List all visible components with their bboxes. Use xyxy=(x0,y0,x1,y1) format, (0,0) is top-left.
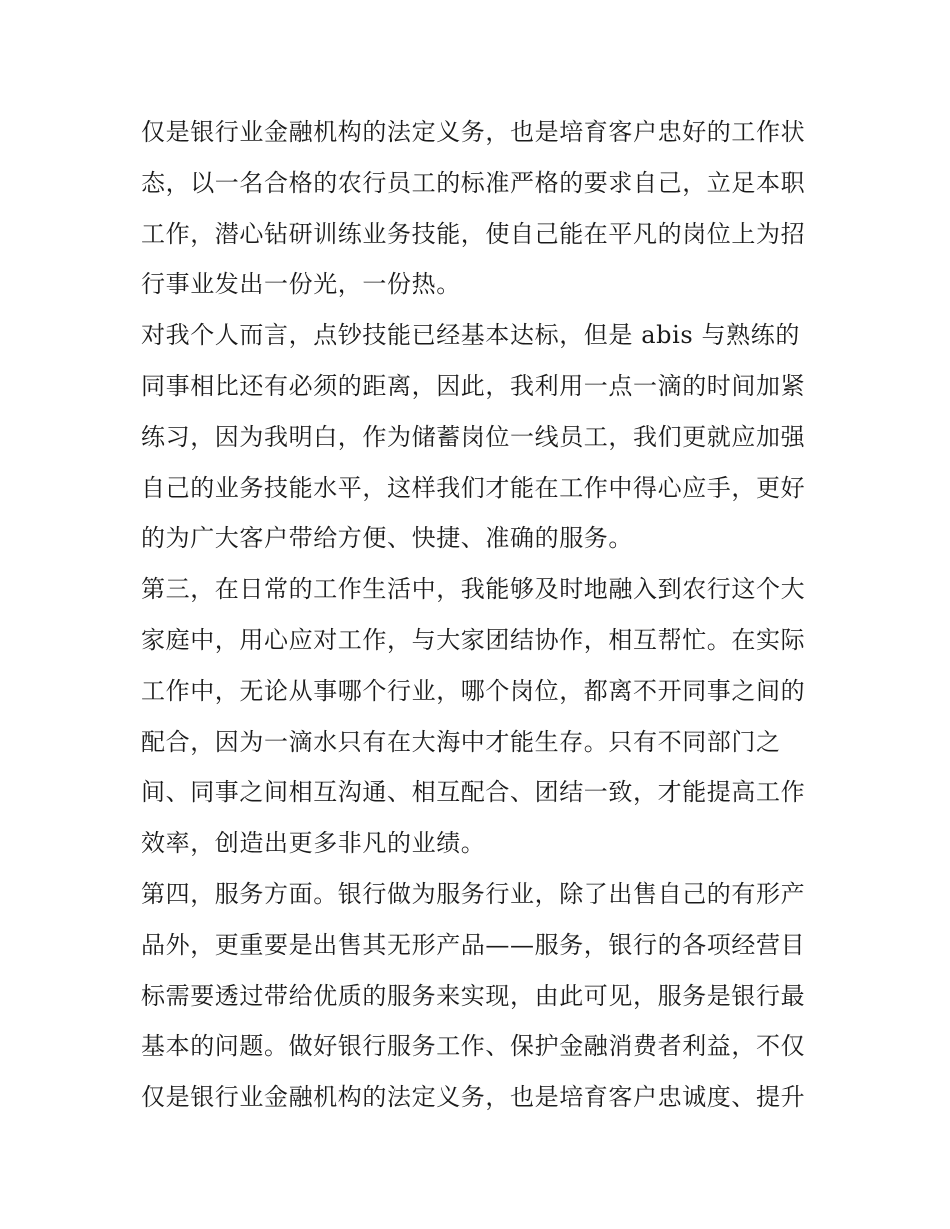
text-line: 效率，创造出更多非凡的业绩。 xyxy=(141,829,486,858)
text-line: 的为广大客户带给方便、快捷、准确的服务。 xyxy=(141,524,633,553)
text-line: 家庭中，用心应对工作，与大家团结协作，相互帮忙。在实际 xyxy=(141,625,806,654)
text-line: 标需要透过带给优质的服务来实现，由此可见，服务是银行最 xyxy=(141,981,806,1010)
text-line: 行事业发出一份光，一份热。 xyxy=(141,270,461,299)
document-body xyxy=(141,107,813,1123)
text-line: 仅是银行业金融机构的法定义务，也是培育客户忠诚度、提升 xyxy=(141,1083,806,1112)
text-line: 第四，服务方面。银行做为服务行业，除了出售自己的有形产 xyxy=(141,879,806,908)
text-line: 工作中，无论从事哪个行业，哪个岗位，都离不开同事之间的 xyxy=(141,676,806,705)
text-line: 态，以一名合格的农行员工的标准严格的要求自己，立足本职 xyxy=(141,168,806,197)
text-line: 自己的业务技能水平，这样我们才能在工作中得心应手，更好 xyxy=(141,473,806,502)
text-line: 配合，因为一滴水只有在大海中才能生存。只有不同部门之 xyxy=(141,727,781,756)
text-line: 对我个人而言，点钞技能已经基本达标，但是 abis 与熟练的 xyxy=(141,321,800,350)
text-line: 第三，在日常的工作生活中，我能够及时地融入到农行这个大 xyxy=(141,575,806,604)
text-line: 间、同事之间相互沟通、相互配合、团结一致，才能提高工作 xyxy=(141,778,806,807)
text-line: 工作，潜心钻研训练业务技能，使自己能在平凡的岗位上为招 xyxy=(141,219,806,248)
text-line: 仅是银行业金融机构的法定义务，也是培育客户忠好的工作状 xyxy=(141,118,806,146)
text-line: 同事相比还有必须的距离，因此，我利用一点一滴的时间加紧 xyxy=(141,371,806,400)
text-line: 练习，因为我明白，作为储蓄岗位一线员工，我们更就应加强 xyxy=(141,422,806,451)
text-line: 基本的问题。做好银行服务工作、保护金融消费者利益，不仅 xyxy=(141,1032,806,1061)
text-line: 品外，更重要是出售其无形产品——服务，银行的各项经营目 xyxy=(141,930,806,959)
